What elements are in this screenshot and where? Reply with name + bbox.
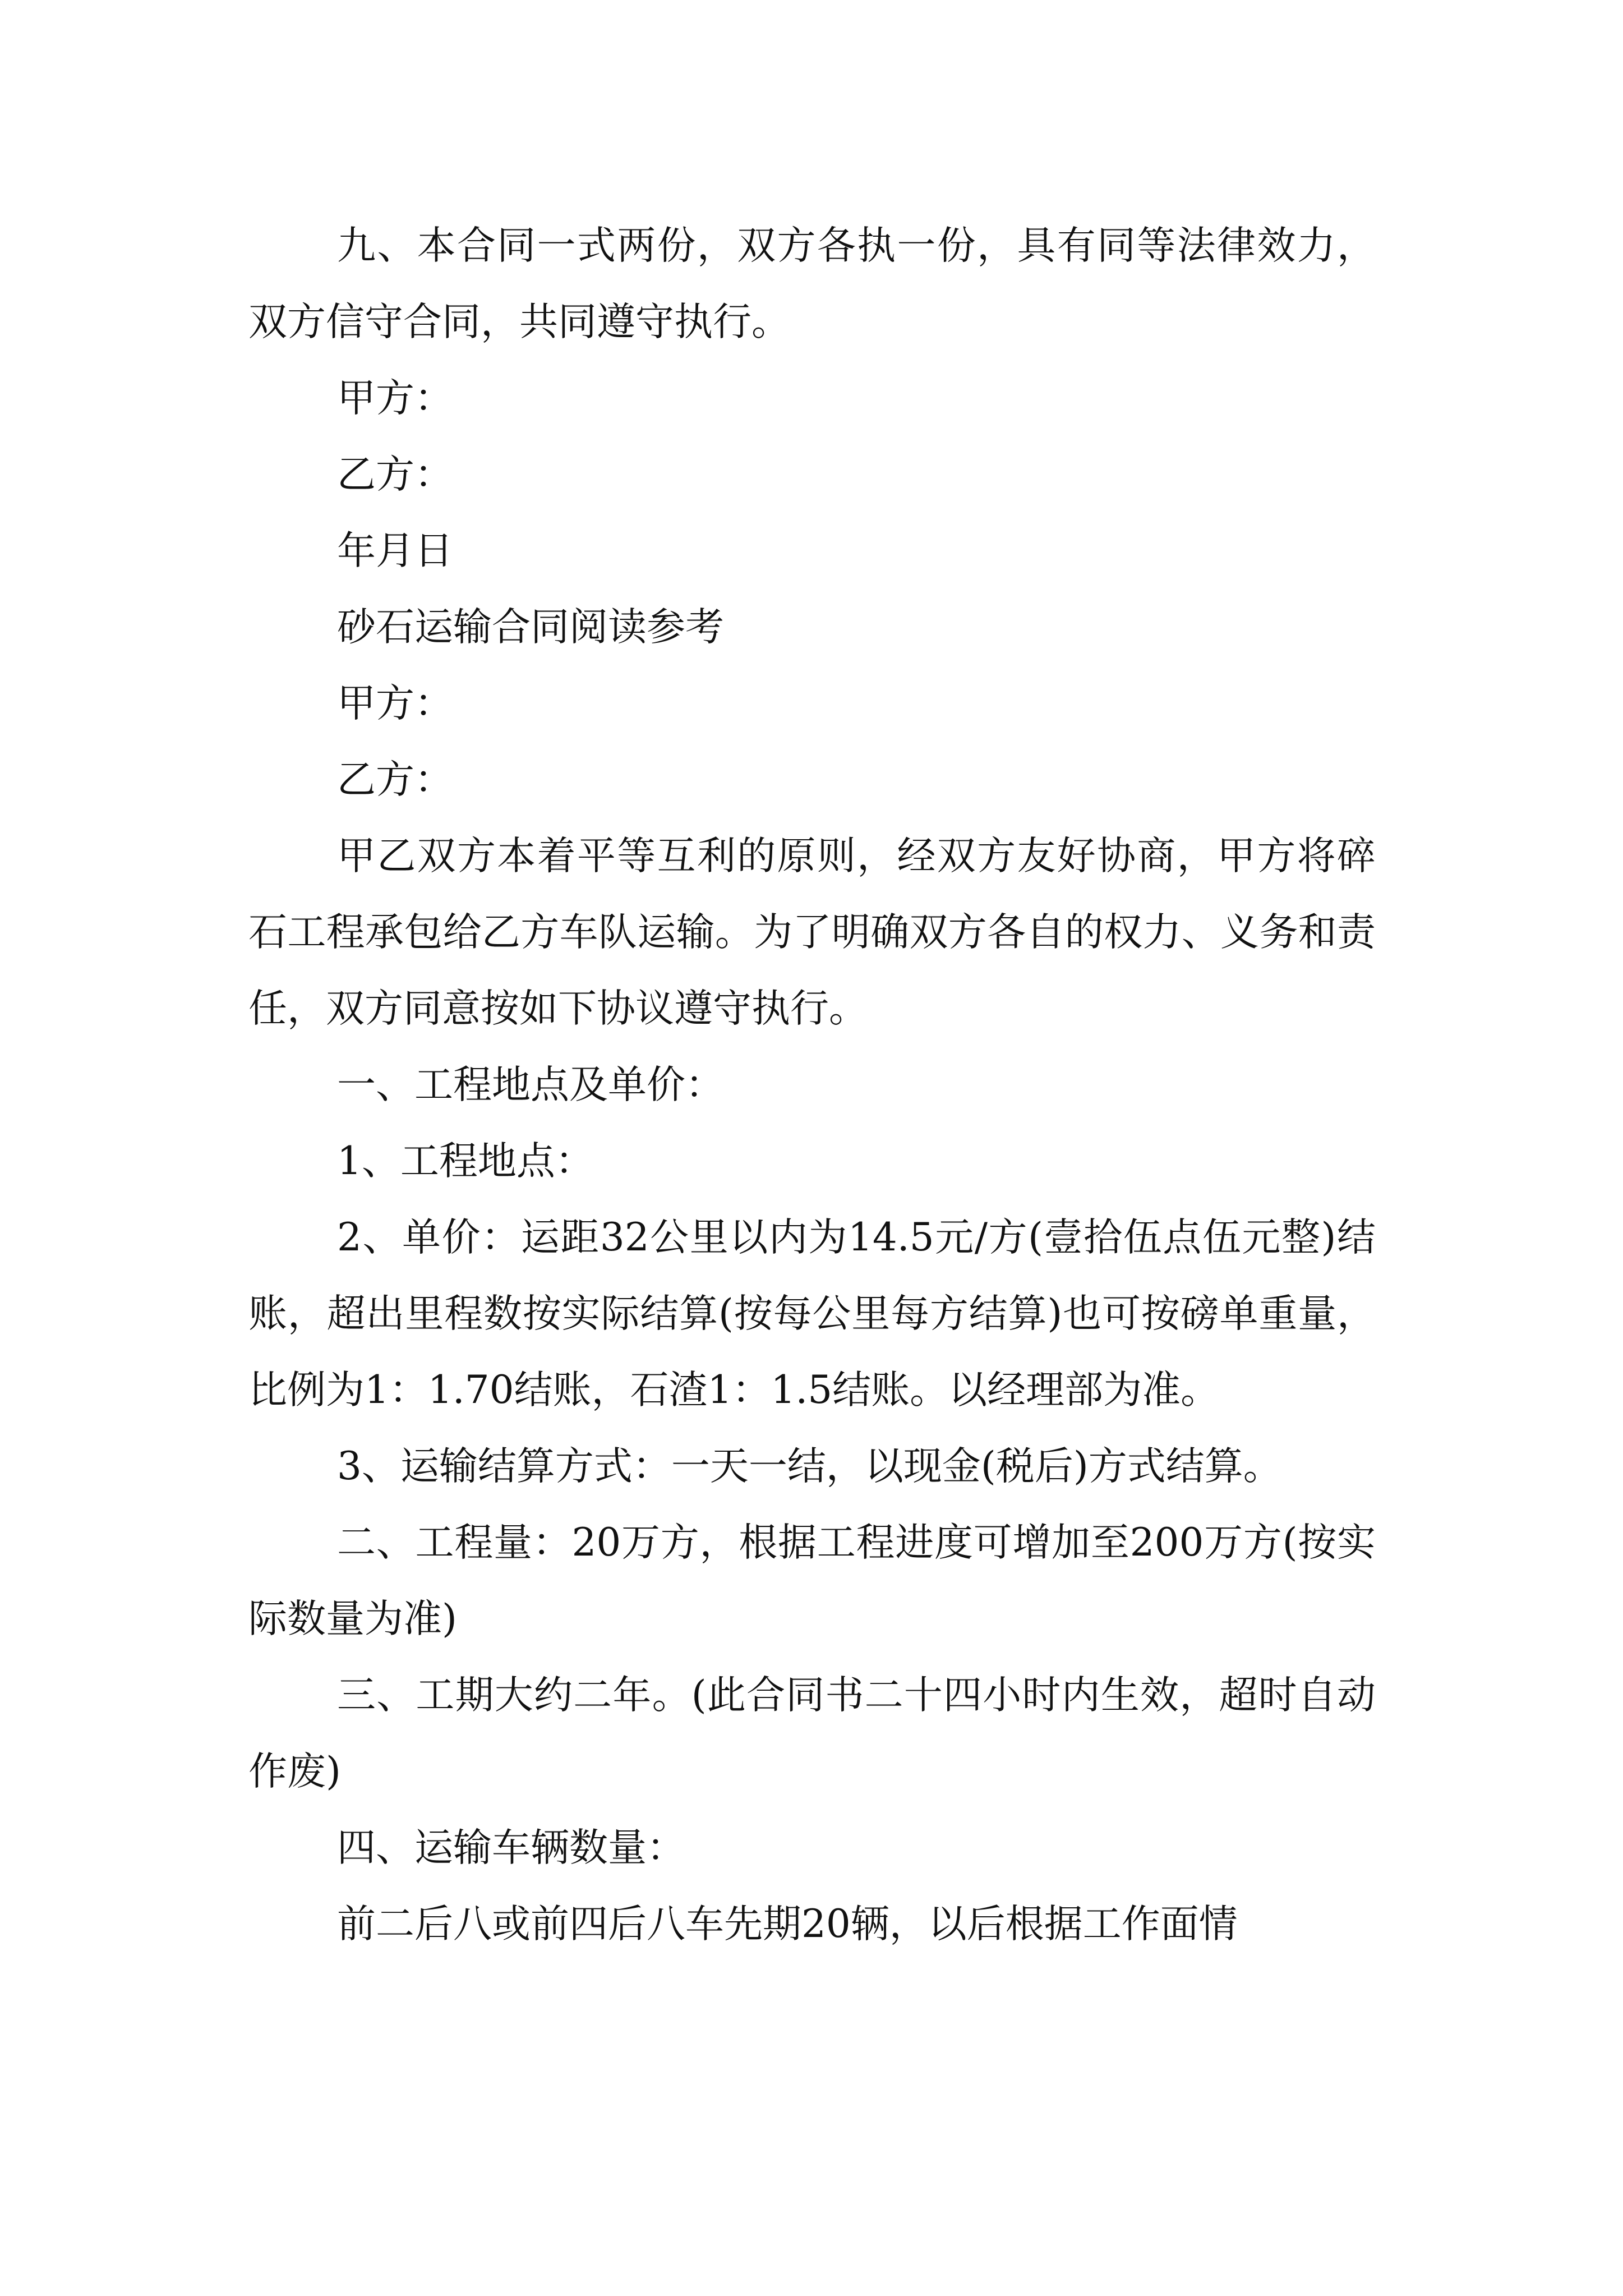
contract-title: 砂石运输合同阅读参考 — [337, 605, 724, 650]
item-unit-price: 2、单价：运距32公里以内为14.5元/方(壹拾伍点伍元整)结账，超出里程数按实际结算(按每公里每方结算)也可按磅单重量，比例为1：1.70结账，石渣1：1.5结账。以经理部为准。 — [248, 1215, 1376, 1412]
party-a-signature-line: 甲方： — [337, 376, 453, 421]
vehicle-quantity-paragraph: 前二后八或前四后八车先期20辆，以后根据工作面情 — [337, 1902, 1238, 1947]
section-three-duration: 三、工期大约二年。(此合同书二十四小时内生效，超时自动作废) — [248, 1673, 1376, 1794]
party-a-line: 甲方： — [337, 681, 453, 726]
section-two-quantity: 二、工程量：20万方，根据工程进度可增加至200万方(按实际数量为准) — [248, 1520, 1376, 1641]
party-b-line: 乙方： — [337, 757, 453, 802]
section-one-heading: 一、工程地点及单价： — [337, 1062, 724, 1107]
document-body — [248, 208, 1376, 1962]
clause-nine-copies: 九、本合同一式两份，双方各执一份，具有同等法律效力，双方信守合同，共同遵守执行。 — [248, 223, 1376, 344]
section-four-heading: 四、运输车辆数量： — [337, 1825, 685, 1870]
preamble-paragraph: 甲乙双方本着平等互利的原则，经双方友好协商，甲方将碎石工程承包给乙方车队运输。为了明确双方各自的权力、义务和责任，双方同意按如下协议遵守执行。 — [248, 834, 1376, 1031]
item-settlement-method: 3、运输结算方式：一天一结，以现金(税后)方式结算。 — [337, 1444, 1282, 1489]
item-project-location: 1、工程地点： — [337, 1139, 594, 1184]
date-line: 年月日 — [337, 528, 453, 573]
party-b-signature-line: 乙方： — [337, 452, 453, 497]
